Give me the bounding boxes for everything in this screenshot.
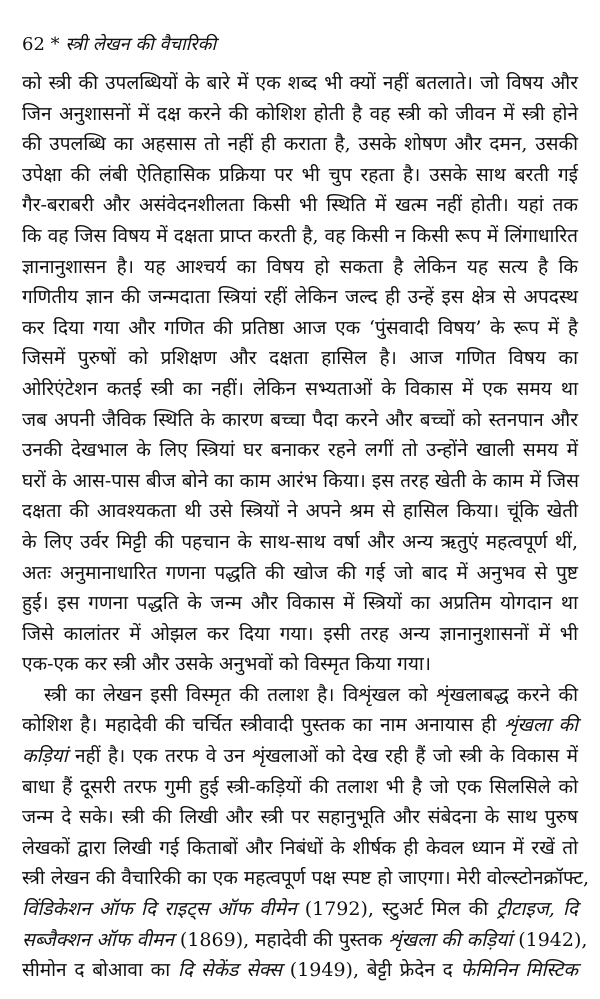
text-segment: नहीं है। एक तरफ वे उन शृंखलाओं को देख रही हैं जो स्त्री के विकास में — [75, 745, 578, 768]
text-line: स्त्री का लेखन इसी विस्मृत की तलाश है। विशृंखल को शृंखलाबद्ध करने की — [44, 683, 578, 706]
header-separator: * — [50, 34, 60, 55]
text-line: जन्म दे सके। स्त्री की लिखी और स्त्री पर सहानुभूति और संबेदना के साथ पुरुष — [22, 806, 578, 829]
book-title: ट्रीटाइज, दि — [496, 898, 579, 921]
text-line: की उपलब्धि का अहसास तो नहीं ही कराता है, उसके शोषण और दमन, उसकी — [22, 133, 578, 156]
text-line: के लिए उर्वर मिट्टी की पहचान के साथ-साथ वर्षा और अन्य ऋतुएं महत्वपूर्ण थीं, — [22, 530, 578, 553]
text-line: कर दिया गया और गणित की प्रतिष्ठा आज एक ‘पुंसवादी विषय’ के रूप में है — [22, 316, 578, 339]
book-title: दि सेकेंड सेक्स — [177, 959, 283, 982]
text-line: कि वह जिस विषय में दक्षता प्राप्त करती है, वह किसी न किसी रूप में लिंगाधारित — [22, 224, 578, 247]
text-line — [22, 894, 578, 925]
text-line: जिसमें पुरुषों को प्रशिक्षण और दक्षता हासिल है। आज गणित विषय का — [22, 347, 578, 370]
text-line: ओरिएंटेशन कतई स्त्री का नहीं। लेकिन सभ्यताओं के विकास में एक समय था — [22, 377, 578, 400]
body-text — [22, 68, 590, 986]
running-title: स्त्री लेखन की वैचारिकी — [65, 34, 217, 55]
text-line — [22, 955, 578, 986]
text-line — [22, 925, 588, 956]
running-header — [22, 34, 216, 56]
book-title: सब्जैक्शन ऑफ वीमन — [22, 928, 174, 951]
text-line: उपेक्षा की लंबी ऐतिहासिक प्रक्रिया पर भी चुप रहता है। उसके साथ बरती गई — [22, 163, 578, 186]
text-segment: सीमोन द बोआवा का — [22, 959, 171, 982]
text-line: उनकी देखभाल के लिए स्त्रियां घर बनाकर रहने लगीं तो उन्होंने खाली समय में — [22, 439, 578, 462]
text-line: हुई। इस गणना पद्धति के जन्म और विकास में स्त्रियों का अप्रतिम योगदान था — [22, 592, 578, 615]
text-line: गैर-बराबरी और असंवेदनशीलता किसी भी स्थिति में खत्म नहीं होती। यहां तक — [22, 194, 578, 217]
text-line: घरों के आस-पास बीज बोने का काम आरंभ किया। इस तरह खेती के काम में जिस — [22, 469, 579, 492]
text-segment: (1942), — [518, 928, 588, 951]
text-segment: कोशिश है। महादेवी की चर्चित स्त्रीवादी पुस्तक का नाम अनायास ही — [22, 714, 497, 737]
text-line — [22, 741, 578, 772]
book-title: फेमिनिन मिस्टिक — [460, 959, 578, 982]
text-line: को स्त्री की उपलब्धियों के बारे में एक शब्द भी क्यों नहीं बतलाते। जो विषय और — [22, 72, 578, 94]
text-line: एक-एक कर स्त्री और उसके अनुभवों को विस्मृत किया गया। — [22, 653, 431, 676]
text-line: जिन अनुशासनों में दक्ष करने की कोशिश होती है वह स्त्री को जीवन में स्त्री होने — [22, 102, 578, 125]
text-segment: (1792), स्टुअर्ट मिल की — [304, 898, 489, 921]
text-line: गणितीय ज्ञान की जन्मदाता स्त्रियां रहीं लेकिन जल्द ही उन्हें इस क्षेत्र से अपदस्थ — [22, 286, 578, 309]
text-line: बाधा हैं दूसरी तरफ गुमी हुई स्त्री-कड़ियों की तलाश भी है जो एक सिलसिले को — [22, 775, 578, 798]
text-line: दक्षता की आवश्यकता थी उसे स्त्रियों ने अपने श्रम से हासिल किया। चूंकि खेती — [22, 500, 578, 523]
text-segment: (1869), महादेवी की पुस्तक — [179, 928, 383, 951]
book-title: कड़ियां — [22, 745, 68, 768]
text-line: जब अपनी जैविक स्थिति के कारण बच्चा पैदा करने और बच्चों को स्तनपान और — [22, 408, 578, 431]
book-title: शृंखला की — [504, 714, 579, 737]
text-line: लेखकों द्वारा लिखी गई किताबों और निबंधों के शीर्षक ही केवल ध्यान में रखें तो — [22, 836, 578, 859]
page-number: 62 — [22, 34, 45, 55]
text-line — [22, 710, 578, 741]
text-line: जिसे कालांतर में ओझल कर दिया गया। इसी तरह अन्य ज्ञानानुशासनों में भी — [22, 622, 578, 645]
text-line: स्त्री लेखन की वैचारिकी का एक महत्वपूर्ण पक्ष स्पष्ट हो जाएगा। मेरी वोल्स्टोनक्रॉफ्ट, — [22, 867, 590, 890]
book-title: विंडिकेशन ऑफ दि राइट्स ऑफ वीमेन — [22, 898, 297, 921]
text-segment: (1949), बेट्टी फ्रेदेन द — [289, 959, 453, 982]
text-line: ज्ञानानुशासन है। यह आश्चर्य का विषय हो सकता है लेकिन यह सत्य है कि — [22, 255, 578, 278]
text-line: अतः अनुमानाधारित गणना पद्धति की खोज की गई जो बाद में अनुभव से पुष्ट — [22, 561, 578, 584]
book-title: शृंखला की कड़ियां — [388, 928, 513, 951]
